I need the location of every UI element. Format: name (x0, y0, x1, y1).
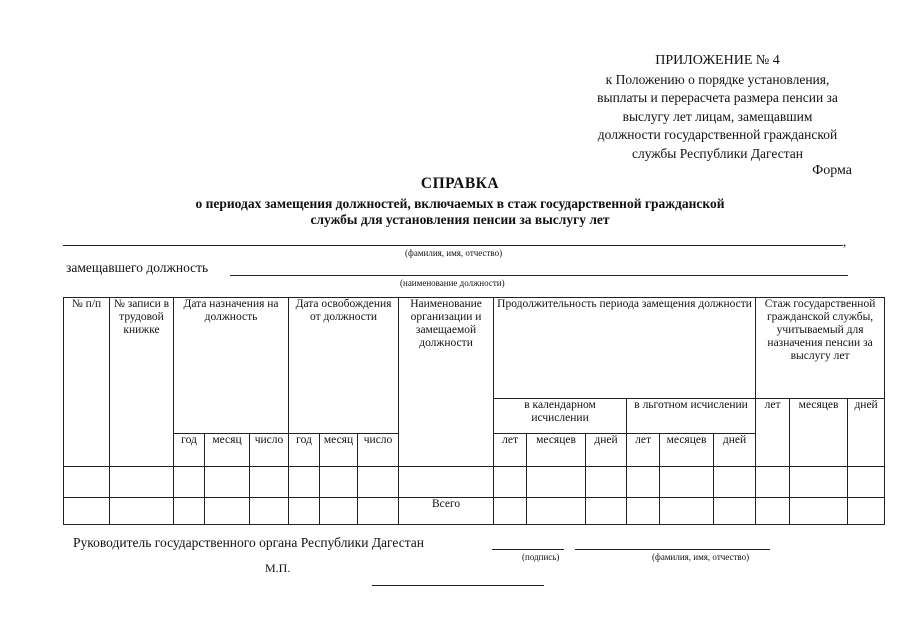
appendix-line: к Положению о порядке установления, (605, 71, 830, 87)
header-service-months: месяцев (790, 399, 848, 467)
table-cell[interactable] (756, 498, 790, 525)
appendix-line: выплаты и перерасчета размера пенсии за (597, 90, 838, 105)
table-cell[interactable] (174, 498, 205, 525)
signature-line[interactable] (492, 549, 564, 550)
stamp-line (372, 585, 544, 586)
table-cell[interactable] (289, 498, 320, 525)
table-cell[interactable] (320, 467, 358, 498)
header-service: Стаж государственной гражданской службы, учитываемый для назначения пенсии за выслугу лет (756, 298, 885, 399)
header-appointment-month: месяц (205, 434, 250, 467)
table-cell[interactable] (586, 498, 627, 525)
form-label: Форма (812, 163, 852, 178)
table-cell[interactable] (494, 467, 527, 498)
table-cell[interactable] (714, 498, 756, 525)
position-field-line[interactable] (230, 275, 848, 276)
appendix-line: выслугу лет лицам, замещавшим (622, 108, 813, 124)
appendix-block (570, 52, 865, 163)
header-preferential: в льготном исчислении (627, 399, 756, 434)
table-cell[interactable] (848, 498, 885, 525)
header-appointment-date: Дата назначения на должность (174, 298, 289, 434)
name-field-line[interactable] (63, 245, 843, 246)
table-cell[interactable] (205, 467, 250, 498)
periods-table (63, 297, 885, 525)
table-cell[interactable] (250, 467, 289, 498)
name-field-caption: (фамилия, имя, отчество) (405, 248, 503, 258)
table-cell[interactable] (64, 467, 110, 498)
header-org-name: Наименование организации и замещаемой должности (399, 298, 494, 467)
header-appointment-day: число (250, 434, 289, 467)
signature-caption: (подпись) (522, 552, 560, 562)
appendix-line: службы Республики Дагестан (631, 145, 804, 161)
header-service-days: дней (848, 399, 885, 467)
table-cell[interactable] (627, 467, 660, 498)
header-release-date: Дата освобождения от должности (289, 298, 399, 434)
header-calendar-months: месяцев (527, 434, 586, 467)
name-field-comma: , (843, 234, 847, 249)
position-field-label: замещавшего должность (66, 260, 209, 275)
header-duration: Продолжительность периода замещения должности (494, 298, 756, 399)
table-cell[interactable] (320, 498, 358, 525)
head-of-organ-label: Руководитель государственного органа Республики Дагестан (73, 535, 424, 550)
table-cell[interactable] (110, 467, 174, 498)
table-cell[interactable] (358, 498, 399, 525)
header-service-years: лет (756, 399, 790, 467)
head-name-line[interactable] (575, 549, 770, 550)
document-subtitle-line2: службы для установления пенсии за выслугу лет (310, 212, 610, 227)
header-calendar-years: лет (494, 434, 527, 467)
document-subtitle (150, 196, 770, 228)
header-release-day: число (358, 434, 399, 467)
header-calendar-days: дней (586, 434, 627, 467)
table-cell[interactable] (756, 467, 790, 498)
header-preferential-days: дней (714, 434, 756, 467)
header-appointment-year: год (174, 434, 205, 467)
table-cell[interactable] (790, 498, 848, 525)
header-preferential-months: месяцев (660, 434, 714, 467)
header-release-month: месяц (320, 434, 358, 467)
table-cell[interactable] (174, 467, 205, 498)
table-cell[interactable] (714, 467, 756, 498)
document-subtitle-line1: о периодах замещения должностей, включаемых в стаж государственной гражданской (195, 196, 725, 211)
stamp-label: М.П. (265, 561, 291, 575)
table-cell[interactable] (494, 498, 527, 525)
appendix-title: ПРИЛОЖЕНИЕ № 4 (655, 53, 780, 68)
table-cell[interactable] (64, 498, 110, 525)
table-total-row (64, 498, 885, 525)
table-cell[interactable] (527, 467, 586, 498)
table-cell[interactable] (358, 467, 399, 498)
header-preferential-years: лет (627, 434, 660, 467)
total-label: Всего (399, 498, 494, 525)
table-cell[interactable] (205, 498, 250, 525)
head-name-caption: (фамилия, имя, отчество) (652, 552, 750, 562)
document-title: СПРАВКА (420, 175, 500, 192)
table-cell[interactable] (660, 498, 714, 525)
table-cell[interactable] (586, 467, 627, 498)
table-cell[interactable] (660, 467, 714, 498)
table-cell[interactable] (289, 467, 320, 498)
table-cell[interactable] (527, 498, 586, 525)
header-record-no: № записи в трудовой книжке (110, 298, 174, 467)
appendix-line: должности государственной гражданской (597, 127, 838, 142)
table-cell[interactable] (399, 467, 494, 498)
header-release-year: год (289, 434, 320, 467)
position-field-caption: (наименование должности) (400, 278, 505, 288)
header-num: № п/п (64, 298, 110, 467)
table-cell[interactable] (250, 498, 289, 525)
table-row (64, 467, 885, 498)
header-calendar: в календарном исчислении (494, 399, 627, 434)
table-cell[interactable] (848, 467, 885, 498)
table-cell[interactable] (627, 498, 660, 525)
table-cell[interactable] (790, 467, 848, 498)
table-cell[interactable] (110, 498, 174, 525)
